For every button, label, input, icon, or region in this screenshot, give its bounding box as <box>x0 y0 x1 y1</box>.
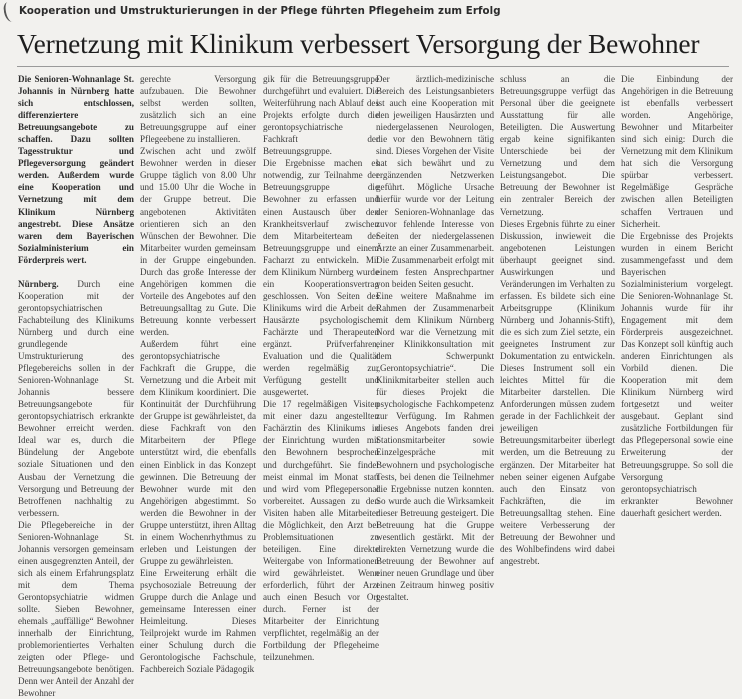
article-paragraph: Die Ergebnisse machen es notwendig, zur Teilnahme der Betreuungsgruppe die Bewohner zu erfassen und einen Austausch über den Krankheitsverlauf zwischen dem Mitarbeiterteam der Betreuungsgruppe und einem Facharzt zu entwickeln. Mit dem Klinikum Nürnberg wurde ein Kooperationsvertrag geschlossen. Von Seiten des Klinikums wird die Arbeit der Hausärzte psychologischer Fachärzte und Therapeuten ergänzt. Prüfverfahren, Evaluation und die Qualität werden regelmäßig zur Verfügung gestellt und ausgewertet. <box>263 158 379 398</box>
article-paragraph: Die Einbindung der Angehörigen in die Betreuung ist ebenfalls verbessert worden. Angehörige, Bewohner und Mitarbeiter sind sich einig: Durch die Vernetzung mit dem Klinikum hat sich die Versorgung spürbar verbessert. Regelmäßige Gespräche zwischen allen Beteiligten schaffen Vertrauen und Sicherheit. <box>621 74 733 229</box>
article-paragraph: Zwischen acht und zwölf Bewohner werden in dieser Gruppe täglich von 8.00 Uhr und 15.00 Uhr die Woche in der Gruppe betreut. Die angebotenen Aktivitäten orientieren sich an den Wünschen der Bewohner. Die Mitarbeiter wurden gemeinsam in der Gruppe eingebunden. Durch das große Interesse der Angehörigen kommen die Vorteile des Angebotes auf den Betreuungsalltag zu Gute. Die Betreuung konnte verbessert werden. <box>140 146 256 337</box>
headline-rule <box>17 66 729 67</box>
article-paragraph <box>18 278 134 519</box>
article-paragraph: schluss an die Betreuungsgruppe verfügt das Personal über die geeignete Ausstattung für alle Beteiligten. Die Auswertung ergab keine signifikanten Unterschiede bei der Vernetzung und dem Leistungsangebot. Die Betreuung der Bewohner ist ein zentraler Bereich der Vernetzung. <box>500 74 615 217</box>
article-paragraph: gerechte Versorgung aufzubauen. Die Bewohner selbst werden sollten, zusätzlich sich an eine Betreuungsgruppe auf einer Pflegeebene zu installieren. <box>140 74 256 145</box>
article-kicker: Kooperation und Umstrukturierungen in der Pflege führten Pflegeheim zum Erfolg <box>19 6 501 17</box>
article-paragraph: Der ärztlich-medizinische Bereich des Leistungsanbieters ist auch eine Kooperation mit den jeweiligen Hausärzten und niedergelassenen Neurologen, die vor den Bewohnern tätig sind. Dieses Vorgehen der Visite hat sich bewährt und zu ergänzenden Netzwerken geführt. Mögliche Ursache hierfür wurde vor der Leitung der Senioren-Wohnanlage das zuvor fehlende Interesse von Seiten der niedergelassenen Ärzte an einer Zusammenarbeit. Die Zusammenarbeit erfolgt mit einem festen Ansprechpartner von beiden Seiten gesucht. <box>376 74 494 289</box>
article-column-6 <box>621 73 733 569</box>
article-column-4 <box>376 73 494 603</box>
article-paragraph: Die Senioren-Wohnanlage St. Johannis in Nürnberg hatte sich entschlossen, differenziertere Betreuungsangebote zu schaffen. Dazu sollten Tagesstruktur und Pflegeversorgung geändert werden. Außerdem wurde eine Kooperation und Vernetzung mit dem Klinikum Nürnberg angestrebt. Diese Ansätze waren dem Bayerischen Sozialministerium ein Förderpreis wert. <box>18 74 134 265</box>
paragraph-text: Durch eine Kooperation mit der gerontopsychiatrischen Fachabteilung des Klinikums Nürnberg und durch eine grundlegende Umstrukturierung des Pflegebereichs sollen in der Senioren-Wohnanlage St. Johannis bessere Betreuungsangebote für gerontopsychiatrisch erkrankte Bewohner erreicht werden. Ideal war es, durch die Bündelung der Angebote soziale Situationen und den Ausbau der Vernetzung die Versorgung und Betreuung der Betroffenen nachhaltig zu verbessern. <box>18 278 134 518</box>
article-paragraph: Dieses Ergebnis führte zu einer Diskussion, inwieweit die angebotenen Leistungen überhaupt geeignet sind. Auswirkungen und Veränderungen im Verhalten zu erfassen. Es bildete sich eine Arbeitsgruppe (Klinikum Nürnberg und Johannis-Stift), die es sich zum Ziel setzte, ein geeignetes Instrument zur Dokumentation zu entwickeln. Dieses Instrument soll ein leichtes Mittel für die Mitarbeiter darstellen. Die Anforderungen müssen zudem gerade in der Fachlichkeit der jeweiligen Betreuungsmitarbeiter überlegt werden, um die Betreuung zu ergänzen. Der Mitarbeiter hat neben seiner eigenen Aufgabe auch den Einsatz von Fachkräften, die im Betreuungsalltag stehen. Eine weitere Verbesserung der Betreuung der Bewohner und des Wohlbefindens wird dabei angestrebt. <box>500 218 615 566</box>
article-column-3 <box>263 73 379 663</box>
article-paragraph: gik für die Betreuungsgruppe durchgeführt und evaluiert. Die Weiterführung nach Ablauf des Projekts erfolgte durch die gerontopsychiatrische Fachkraft der Betreuungsgruppe. <box>263 74 379 157</box>
article-headline: Vernetzung mit Klinikum verbessert Versorgung der Bewohner <box>17 28 700 59</box>
article-column-2 <box>140 73 256 675</box>
scan-margin-mark <box>3 1 18 22</box>
article-paragraph: Die 17 regelmäßigen Visiten mit einer dazu angestellten Fachärztin des Klinikums in der Einrichtung wurden mit den Bewohnern besprochen und durchgeführt. Sie findet meist einmal im Monat statt und wird vom Pflegepersonal vorbereitet. Aussagen zu den Visiten haben alle Mitarbeiter die Möglichkeit, den Arzt bei Problemsituationen zu beteiligen. Eine direkte Weitergabe von Informationen wird gewährleistet. Wenn erforderlich, führt der Arzt auch einen Besuch vor Ort durch. Ferner ist der Mitarbeiter der Einrichtung verpflichtet, regelmäßig an der Fortbildung der Pflegeheime teilzunehmen. <box>263 399 379 663</box>
dateline: Nürnberg. <box>18 278 59 289</box>
article-paragraph: Die Ergebnisse des Projekts wurden in einem Bericht zusammengefasst und dem Bayerischen Sozialministerium vorgelegt. Die Senioren-Wohnanlage St. Johannis wurde für ihr Engagement mit dem Förderpreis ausgezeichnet. Das Konzept soll künftig auch anderen Einrichtungen als Vorbild dienen. Die Kooperation mit dem Klinikum Nürnberg wird fortgesetzt und weiter ausgebaut. Geplant sind zusätzliche Fortbildungen für das Pflegepersonal sowie eine Erweiterung der Betreuungsgruppe. So soll die Versorgung gerontopsychiatrisch erkrankter Bewohner dauerhaft gesichert werden. <box>621 230 733 518</box>
article-column-1 <box>18 73 134 699</box>
article-paragraph: Eine weitere Maßnahme im Rahmen der Zusammenarbeit mit dem Klinikum Nürnberg Nord war die Vernetzung mit einer Klinikkonsultation mit dem Schwerpunkt „Gerontopsychiatrie“. Die Klinikmitarbeiter stellen auch für dieses Projekt die psychologische Fachkompetenz zur Verfügung. Im Rahmen dieses Angebots fanden drei Stationsmitarbeiter sowie Einzelgespräche mit Bewohnern und psychologische Tests, bei denen die Teilnehmer die Ergebnisse nutzen konnten. So wurde auch die Wirksamkeit dieser Betreuung gesteigert. Die Betreuung hat die Gruppe wesentlich gestärkt. Mit der direkten Vernetzung wurde die Betreuung der Bewohner auf einer neuen Grundlage und über einen Zeitraum hinweg positiv gestaltet. <box>376 290 494 603</box>
article-column-5 <box>500 73 615 569</box>
article-paragraph: Die Pflegebereiche in der Senioren-Wohnanlage St. Johannis versorgen gemeinsam einen ausgegrenzten Anteil, der sich als einem Erfahrungsplatz mit dem Thema Gerontopsychiatrie widmen sollte. Sieben Bewohner, ehemals „auffällige“ Bewohner innerhalb der Einrichtung, problemorientiertes Verhalten zeigten oder Pflege- und Betreuungsangebote benötigen. Denn wer Anteil der Anzahl der Bewohner <box>18 519 134 699</box>
paragraph-gap <box>18 266 134 278</box>
article-paragraph: Außerdem führt eine gerontopsychiatrische Fachkraft die Gruppe, die Vernetzung und die Arbeit mit dem Klinikum koordiniert. Die Kontinuität der Durchführung der Gruppe ist gewährleistet, da diese Fachkraft von den Mitarbeitern der Pflege unterstützt wird, die ebenfalls einen Einblick in das Konzept gewinnen. Die Betreuung der Bewohner wurde mit den Angehörigen abgestimmt. So werden die Bewohner in der Gruppe unterstützt, ihren Alltag in einem Wochenrhythmus zu erleben und Leistungen der Gruppe zu gewährleisten. <box>140 339 256 566</box>
article-paragraph: Eine Erweiterung erhält die psychosoziale Betreuung der Gruppe durch die Anlage und gemeinsame Interessen einer Heimleitung. Dieses Teilprojekt wurde im Rahmen einer Schulung durch die Gerontologische Fachschule, Fachbereich Soziale Pädagogik <box>140 567 256 675</box>
